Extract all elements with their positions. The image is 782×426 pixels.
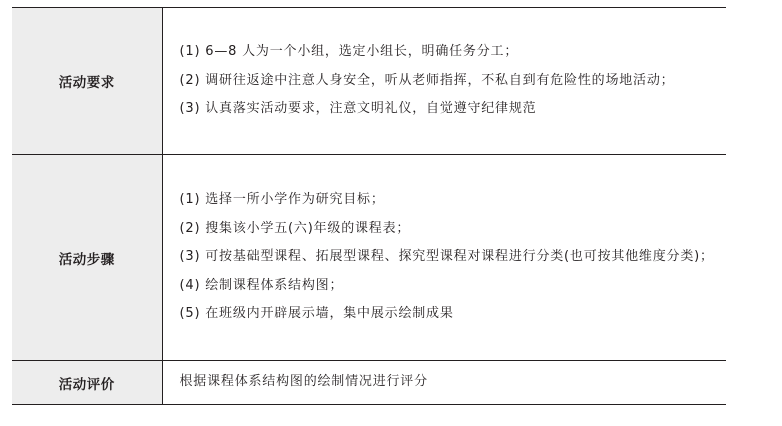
list-item: (2) 搜集该小学五(六)年级的课程表； bbox=[179, 220, 411, 236]
row-activity-evaluation bbox=[12, 361, 726, 405]
list-item: (1) 6—8 人为一个小组，选定小组长，明确任务分工； bbox=[179, 44, 519, 60]
list-item: (2) 调研往返途中注意人身安全，听从老师指挥，不私自到有危险性的场地活动； bbox=[179, 72, 675, 88]
list-item: (4) 绘制课程体系结构图； bbox=[179, 277, 344, 293]
row-activity-requirements bbox=[12, 8, 726, 155]
row-label: 活动评价 bbox=[12, 361, 162, 405]
row-content bbox=[162, 361, 726, 405]
row-label: 活动要求 bbox=[12, 8, 162, 155]
list-item: (3) 认真落实活动要求，注意文明礼仪，自觉遵守纪律规范 bbox=[179, 101, 537, 117]
list-item: (3) 可按基础型课程、拓展型课程、探究型课程对课程进行分类(也可按其他维度分类)； bbox=[179, 249, 714, 265]
row-content bbox=[162, 155, 726, 361]
list-item: 根据课程体系结构图的绘制情况进行评分 bbox=[179, 374, 428, 390]
list-item: (1) 选择一所小学作为研究目标； bbox=[179, 192, 385, 208]
row-label: 活动步骤 bbox=[12, 155, 162, 361]
row-activity-steps bbox=[12, 155, 726, 361]
list-item: (5) 在班级内开辟展示墙，集中展示绘制成果 bbox=[179, 306, 454, 322]
activity-table bbox=[12, 7, 726, 405]
row-content bbox=[162, 8, 726, 155]
